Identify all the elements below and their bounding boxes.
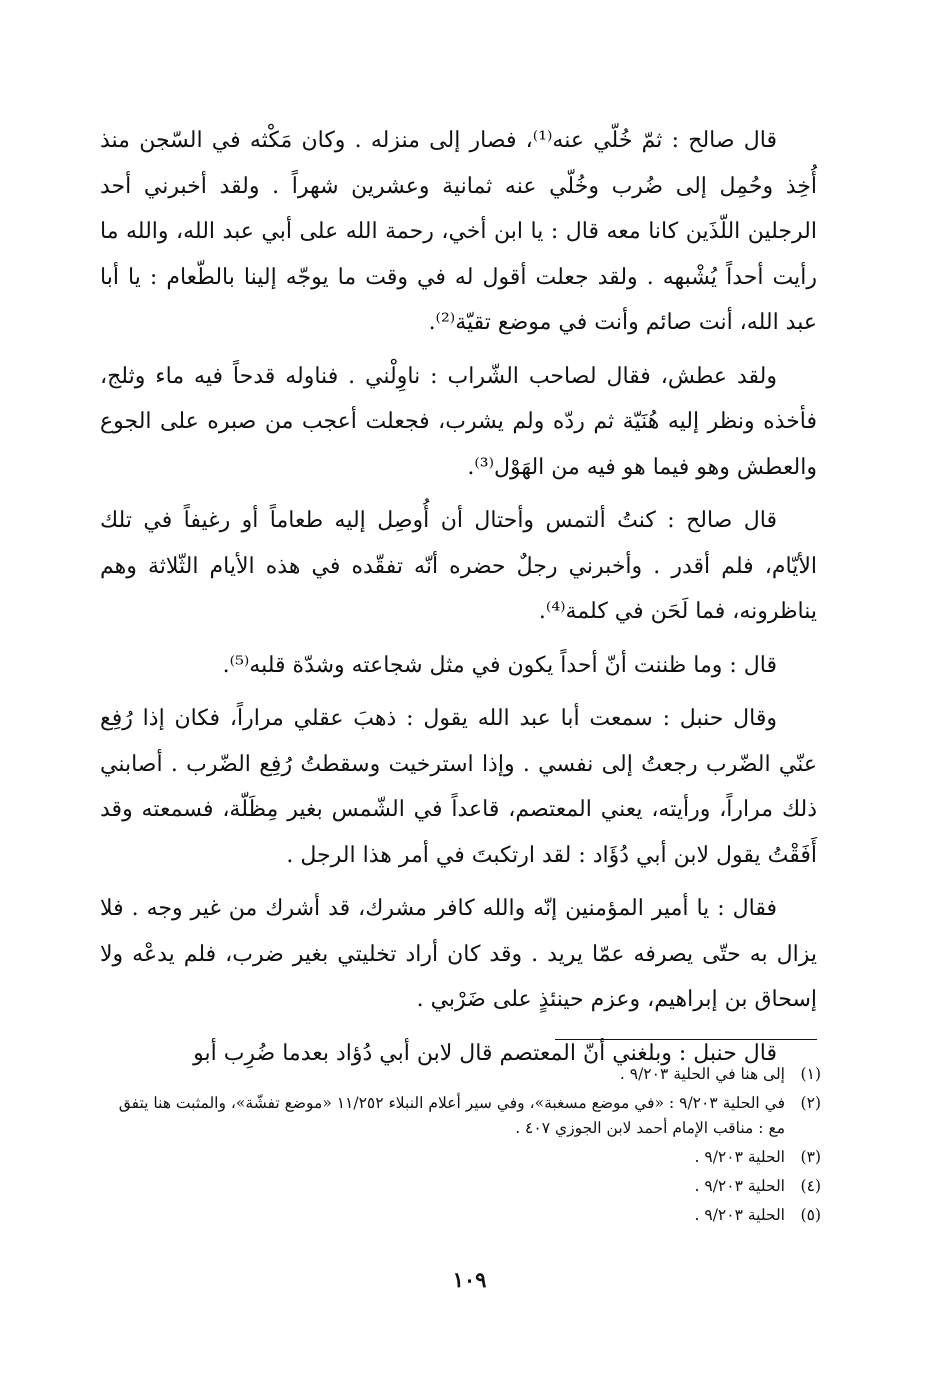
footnote-number: (٣) bbox=[800, 1148, 821, 1166]
footnote-item bbox=[100, 1091, 821, 1141]
paragraph-saleh-food: قال صالح : كنتُ ألتمس وأحتال أن أُوصِل إليه طعاماً أو رغيفاً في تلك الأيّام، فلم أقدر . وأخبرني رجلٌ حضره أنّه تفقّده في هذه الأيام الثّلاثة وهم يناظرونه، فما لَحَن في كلمة⁽⁴⁾. bbox=[100, 508, 817, 624]
paragraph-hanbal-continued: قال حنبل : وبلغني أنّ المعتصم قال لابن أبي دُؤاد بعدما ضُرِب أبو bbox=[193, 1040, 777, 1066]
paragraph-saleh-release: قال صالح : ثمّ خُلّي عنه⁽¹⁾، فصار إلى منزله . وكان مَكْثه في السّجن منذ أُخِذ وحُمِل إلى ضُرب وخُلّي عنه ثمانية وعشرين شهراً . ولقد أخبرني أحد الرجلين اللّذَين كانا معه قال : يا ابن أخي، رحمة الله على أبي عبد الله، والله ما رأيت أحداً يُشْبهه . ولقد جعلت أقول له في وقت ما يوجّه إلينا بالطّعام : يا أبا عبد الله، أنت صائم وأنت في موضع تقيّة⁽²⁾. bbox=[100, 128, 817, 335]
paragraph-hanbal-beating: وقال حنبل : سمعت أبا عبد الله يقول : ذهبَ عقلي مراراً، فكان إذا رُفِع عنّي الضّرب رجعتُ إلى نفسي . وإذا استرخيت وسقطتُ رُفِع الضّرب . أصابني ذلك مراراً، ورأيته، يعني المعتصم، قاعداً في الشّمس بغير مِظَلّة، فسمعته وقد أَفَقْتُ يقول لابن أبي دُؤَاد : لقد ارتكبتَ في أمر هذا الرجل . bbox=[100, 706, 817, 868]
paragraph-courage: قال : وما ظننت أنّ أحداً يكون في مثل شجاعته وشدّة قلبه⁽⁵⁾. bbox=[222, 652, 777, 678]
paragraph-thirst: ولقد عطش، فقال لصاحب الشّراب : ناوِلْني . فناوله قدحاً فيه ماء وثلج، فأخذه ونظر إليه هُنَيّة ثم ردّه ولم يشرب، فجعلت أعجب من صبره على الجوع والعطش وهو فيما هو فيه من الهَوْل⁽³⁾. bbox=[100, 363, 817, 480]
footnotes bbox=[100, 1062, 821, 1232]
main-text bbox=[100, 118, 817, 1076]
footnote-item bbox=[100, 1062, 821, 1087]
footnote-number: (١) bbox=[800, 1065, 821, 1083]
paragraph-commander: فقال : يا أمير المؤمنين إنّه والله كافر مشرك، قد أشرك من غير وجه . فلا يزال به حتّى يصرفه عمّا يريد . وقد كان أراد تخليتي بغير ضرب، فلم يدعْه ولا إسحاق بن إبراهيم، وعزم حينئذٍ على ضَرْبي . bbox=[100, 896, 817, 1012]
footnote-separator bbox=[555, 1039, 817, 1040]
footnote-item bbox=[100, 1203, 821, 1228]
footnote-number: (٢) bbox=[800, 1094, 821, 1112]
page-number: ١٠٩ bbox=[452, 1267, 487, 1292]
footnote-item bbox=[100, 1145, 821, 1170]
footnote-number: (٤) bbox=[800, 1177, 821, 1195]
footnote-text: الحلية ٩/٢٠٣ . bbox=[694, 1177, 785, 1195]
footnote-number: (٥) bbox=[800, 1206, 821, 1224]
footnote-text: الحلية ٩/٢٠٣ . bbox=[694, 1206, 785, 1224]
footnote-text: إلى هنا في الحلية ٩/٢٠٣ . bbox=[619, 1065, 785, 1083]
footnote-text: في الحلية ٩/٢٠٣ : «في موضع مسغبة»، وفي سير أعلام النبلاء ١١/٢٥٢ «موضع تفشّة»، والمثبت هنا يتفق مع : مناقب الإمام أحمد لابن الجوزي ٤٠٧ . bbox=[118, 1094, 785, 1137]
footnote-text: الحلية ٩/٢٠٣ . bbox=[694, 1148, 785, 1166]
footnote-item bbox=[100, 1174, 821, 1199]
